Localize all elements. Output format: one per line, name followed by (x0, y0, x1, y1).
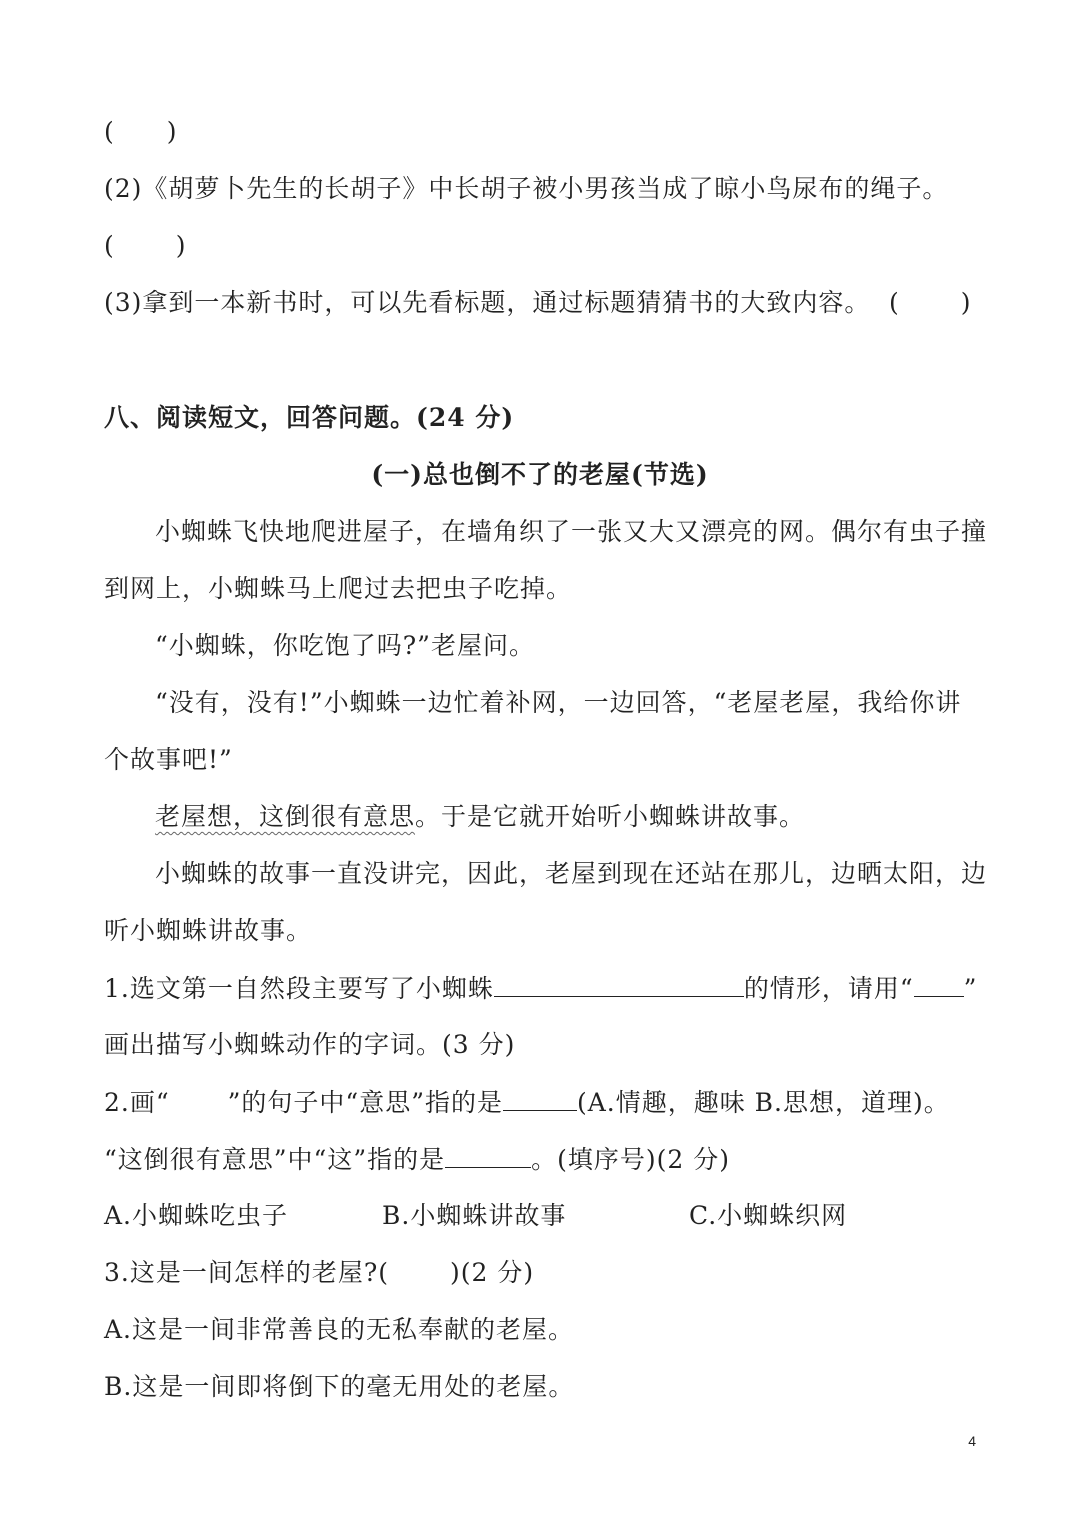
passage-p5-line2: 听小蜘蛛讲故事。 (104, 916, 313, 945)
q1-text-a: 1.选文第一自然段主要写了小蜘蛛 (104, 974, 494, 1003)
q1-text-c: ” (963, 974, 978, 1003)
q2-option-a[interactable]: A.小蜘蛛吃虫子 (104, 1201, 289, 1230)
passage-title: (一)总也倒不了的老屋(节选) (371, 460, 709, 489)
q2-option-b[interactable]: B.小蜘蛛讲故事 (382, 1201, 567, 1230)
page-number: 4 (968, 1433, 976, 1449)
question-2-line2 (104, 1139, 980, 1180)
judge-item1-paren: ( ) (104, 117, 178, 146)
q2-wavy-sample (170, 1083, 228, 1109)
passage-p5-line1: 小蜘蛛的故事一直没讲完，因此，老屋到现在还站在那儿，边晒太阳，边 (155, 859, 988, 888)
q2-text-c: (A.情趣，趣味 B.思想，道理)。 (576, 1088, 950, 1117)
q1-blank[interactable] (494, 968, 744, 997)
q2-text-b: ”的句子中“意思”指的是 (227, 1088, 503, 1117)
question-1-line2: 画出描写小蜘蛛动作的字词。(3 分) (104, 1030, 516, 1059)
question-1-line1 (104, 968, 980, 1009)
q2-line2-b: 。(填序号)(2 分) (531, 1145, 730, 1174)
q2-line2-a: “这倒很有意思”中“这”指的是 (104, 1145, 446, 1174)
passage-p1-line2: 到网上，小蜘蛛马上爬过去把虫子吃掉。 (104, 574, 573, 603)
q1-text-b: 的情形，请用“ (743, 974, 914, 1003)
question-3: 3.这是一间怎样的老屋?( )(2 分) (104, 1258, 535, 1287)
judge-item3-paren: ( ) (889, 288, 972, 317)
question-2-line1 (104, 1082, 980, 1123)
passage-p1-line1: 小蜘蛛飞快地爬进屋子，在墙角织了一张又大又漂亮的网。偶尔有虫子撞 (155, 517, 988, 546)
judge-item3 (104, 283, 980, 323)
passage-p2: “小蜘蛛，你吃饱了吗?”老屋问。 (155, 631, 535, 660)
wavy-underlined-sentence: 老屋想，这倒很有意思 (155, 802, 416, 831)
q3-option-b[interactable]: B.这是一间即将倒下的毫无用处的老屋。 (104, 1372, 575, 1401)
passage-p4 (104, 797, 980, 837)
judge-item2: (2)《胡萝卜先生的长胡子》中长胡子被小男孩当成了晾小鸟尿布的绳子。 (104, 174, 949, 203)
passage-p3-line2: 个故事吧!” (104, 745, 233, 774)
judge-item2-paren: ( ) (104, 231, 187, 260)
section-heading: 八、阅读短文，回答问题。(24 分) (104, 403, 515, 432)
q2-text-a: 2.画“ (104, 1088, 170, 1117)
q2-blank-1[interactable] (503, 1082, 577, 1111)
q2-option-c[interactable]: C.小蜘蛛织网 (689, 1201, 848, 1230)
passage-p3-line1: “没有，没有!”小蜘蛛一边忙着补网，一边回答，“老屋老屋，我给你讲 (155, 688, 962, 717)
passage-p4-rest: 。于是它就开始听小蜘蛛讲故事。 (415, 802, 806, 831)
q3-option-a[interactable]: A.这是一间非常善良的无私奉献的老屋。 (104, 1315, 575, 1344)
q1-underline-sample (914, 968, 964, 997)
q2-blank-2[interactable] (445, 1139, 531, 1168)
judge-item3-text: (3)拿到一本新书时，可以先看标题，通过标题猜猜书的大致内容。 (104, 288, 871, 317)
